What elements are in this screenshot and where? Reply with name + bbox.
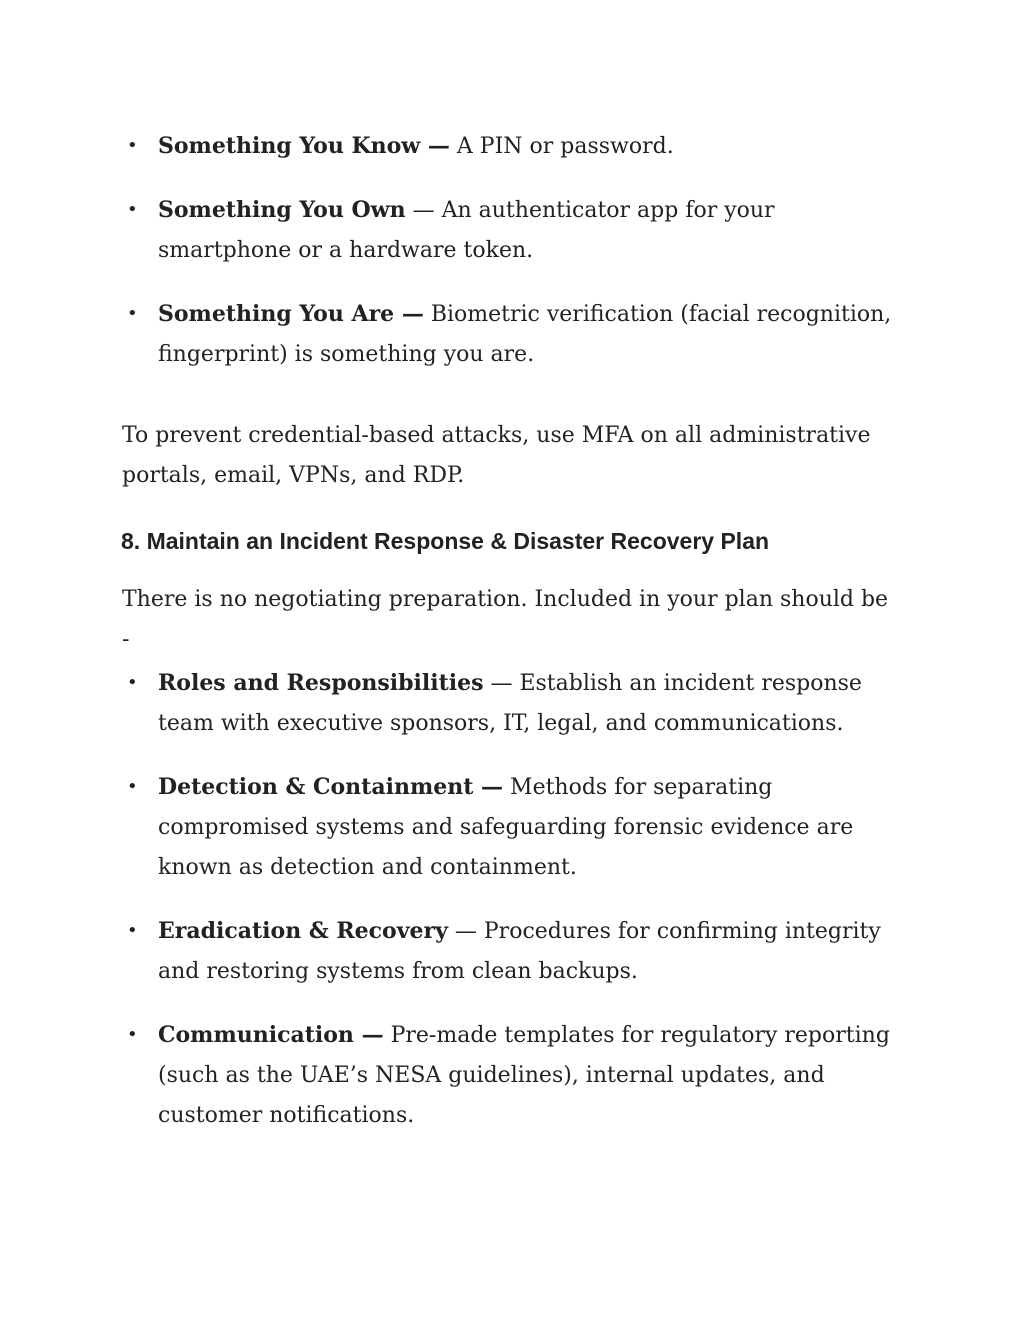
list-item-description: — Procedures for confirming integrity and restoring systems from clean backups.	[158, 919, 881, 984]
list-item	[122, 190, 902, 271]
list-item-term: Something You Own	[158, 197, 406, 223]
bullet-icon: •	[127, 303, 138, 324]
list-item-description: Pre-made templates for regulatory reporting (such as the UAE’s NESA guidelines), internal updates, and customer notifications.	[158, 1023, 890, 1128]
list-item	[122, 294, 902, 375]
bullet-icon: •	[127, 1024, 138, 1045]
list-item-description: Methods for separating compromised systems and safeguarding forensic evidence are known as detection and containment.	[158, 775, 854, 880]
bullet-icon: •	[127, 672, 138, 693]
list-item	[122, 663, 902, 744]
list-item-description: A PIN or password.	[449, 134, 674, 159]
plan-items-list	[122, 663, 902, 1159]
plan-intro-paragraph: There is no negotiating preparation. Included in your plan should be -	[122, 587, 889, 652]
bullet-icon: •	[127, 135, 138, 156]
list-item	[122, 767, 902, 888]
bullet-icon: •	[127, 920, 138, 941]
list-item-term: Detection & Containment —	[158, 774, 504, 800]
list-item-description: — Establish an incident response team with executive sponsors, IT, legal, and communications.	[158, 671, 862, 736]
list-item-term: Something You Know —	[158, 133, 450, 159]
bullet-icon: •	[127, 776, 138, 797]
section-heading: 8. Maintain an Incident Response & Disaster Recovery Plan	[121, 528, 770, 554]
list-item-term: Communication —	[158, 1022, 384, 1048]
list-item-term: Something You Are —	[158, 301, 424, 327]
bullet-icon: •	[127, 199, 138, 220]
list-item-description: Biometric verification (facial recognition, fingerprint) is something you are.	[158, 302, 892, 367]
list-item-term: Roles and Responsibilities	[158, 670, 484, 696]
list-item-term: Eradication & Recovery	[158, 918, 448, 944]
mfa-paragraph: To prevent credential-based attacks, use MFA on all administrative portals, email, VPNs, and RDP.	[122, 423, 871, 488]
mfa-factors-list	[122, 126, 902, 398]
list-item	[122, 126, 902, 167]
list-item-description: — An authenticator app for your smartphone or a hardware token.	[158, 198, 775, 263]
list-item	[122, 911, 902, 992]
list-item	[122, 1015, 902, 1136]
